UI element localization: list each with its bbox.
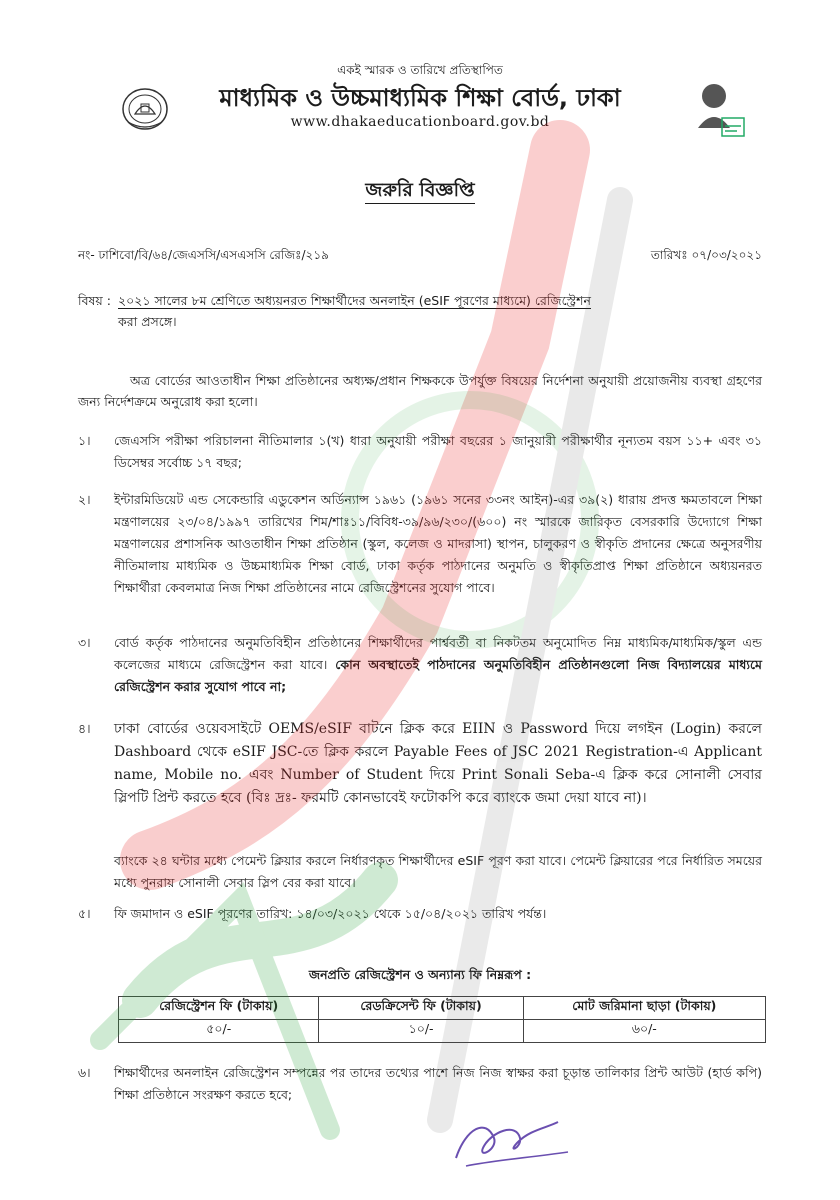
item-text: ফি জমাদান ও eSIF পূরণের তারিখ: ১৪/০৩/২০২১ থেকে ১৫/০৪/২০২১ তারিখ পর্যন্ত। <box>114 906 547 921</box>
fee-value: ১০/- <box>319 1020 523 1043</box>
item-text <box>114 632 762 698</box>
item-text: শিক্ষার্থীদের অনলাইন রেজিস্ট্রেশন সম্পন্নের পর তাদের তথ্যের পাশে নিজ নিজ স্বাক্ষর করা চূড়ান্ত তালিকার প্রিন্ট আউট (হার্ড কপি) শিক্ষা প্রতিষ্ঠানে সংরক্ষণ করতে হবে; <box>114 1065 762 1102</box>
board-title: মাধ্যমিক ও উচ্চমাধ্যমিক শিক্ষা বোর্ড, ঢাকা <box>219 84 621 112</box>
fee-value: ৫০/- <box>119 1020 319 1043</box>
signature-icon <box>446 1108 576 1178</box>
notice-heading <box>0 176 840 208</box>
pre-title: একই স্মারক ও তারিখে প্রতিস্থাপিত <box>337 63 503 77</box>
fee-header: রেডক্রিসেন্ট ফি (টাকায়) <box>319 997 523 1020</box>
item-number: ১। <box>78 433 91 448</box>
fee-value: ৬০/- <box>523 1020 765 1043</box>
item-text: জেএসসি পরীক্ষা পরিচালনা নীতিমালার ১(খ) ধারা অনুযায়ী পরীক্ষা বছরের ১ জানুয়ারী পরীক্ষার্থীর নূন্যতম বয়স ১১+ এবং ৩১ ডিসেম্বর সর্বোচ্চ ১৭ বছর; <box>114 433 762 470</box>
intro-paragraph: অত্র বোর্ডের আওতাধীন শিক্ষা প্রতিষ্ঠানের অধ্যক্ষ/প্রধান শিক্ষককে উপর্যুক্ত বিষয়ের নির্দেশনা অনুযায়ী প্রয়োজনীয় ব্যবস্থা গ্রহণের জন্য নির্দেশক্রমে অনুরোধ করা হলো। <box>78 373 762 409</box>
fee-header: রেজিস্ট্রেশন ফি (টাকায়) <box>119 997 319 1020</box>
memo-number: নং- ঢাশিবো/বি/৬৪/জেএসসি/এসএসসি রেজিঃ/২১৯ <box>78 248 329 262</box>
subject-text <box>118 290 762 332</box>
item-text-bold: কোন অবস্থাতেই পাঠদানের অনুমতিবিহীন প্রতিষ্ঠানগুলো নিজ বিদ্যালয়ের মাধ্যমে রেজিস্ট্রেশন করার সুযোগ পাবে না; <box>114 657 762 694</box>
board-website: www.dhakaeducationboard.gov.bd <box>290 114 550 130</box>
item-text: ইন্টারমিডিয়েট এন্ড সেকেন্ডারি এডুকেশন অর্ডিন্যান্স ১৯৬১ (১৯৬১ সনের ৩৩নং আইন)-এর ৩৯(২) ধারায় প্রদত্ত ক্ষমতাবলে শিক্ষা মন্ত্রণালয়ের ২৩/০৪/১৯৯৭ তারিখের শিম/শাঃ১১/বিবিধ-৩৯/৯৬/২৩০/(৬০০) নং স্মারকে জারিকৃত বেসরকারি উদ্যোগে শিক্ষা মন্ত্রণালয়ের প্রশাসনিক আওতাধীন শিক্ষা প্রতিষ্ঠান (স্কুল, কলেজ ও মাদরাসা) স্থাপন, চালুকরণ ও স্বীকৃতি প্রদানের ক্ষেত্রে অনুসরণীয় নীতিমালায় মাধ্যমিক ও উচ্চমাধ্যমিক শিক্ষা বোর্ড, ঢাকা কর্তৃক পাঠদানের অনুমতি ও স্বীকৃতিপ্রাপ্ত শিক্ষা প্রতিষ্ঠানে অধ্যয়নরত শিক্ষার্থীরা কেবলমাত্র নিজ শিক্ষা প্রতিষ্ঠানের নামে রেজিস্ট্রেশনের সুযোগ পাবে। <box>114 492 762 595</box>
subject-line: ২০২১ সালের ৮ম শ্রেণিতে অধ্যয়নরত শিক্ষার্থীদের অনলাইন (eSIF পূরণের মাধ্যমে) রেজিস্ট্রেশন <box>118 293 591 308</box>
subject-continuation: করা প্রসঙ্গে। <box>118 314 177 329</box>
fee-header: মোট জরিমানা ছাড়া (টাকায়) <box>523 997 765 1020</box>
item-number: ৪। <box>78 721 91 736</box>
item-number: ২। <box>78 492 91 507</box>
subject-label: বিষয় : <box>78 293 111 308</box>
table-row <box>119 1020 766 1043</box>
item-number: ৫। <box>78 906 91 921</box>
memo-row <box>78 247 762 267</box>
item4-note: ব্যাংকে ২৪ ঘন্টার মধ্যে পেমেন্ট ক্লিয়ার করলে নির্ধারণকৃত শিক্ষার্থীদের eSIF পূরণ করা যাবে। পেমেন্ট ক্লিয়ারের পরে নির্ধারিত সময়ের মধ্যে পুনরায় সোনালী সেবার স্লিপ বের করা যাবে। <box>114 853 762 890</box>
fee-table <box>118 996 766 1043</box>
memo-date: তারিখঃ ০৭/০৩/২০২১ <box>650 248 762 262</box>
item-text: ঢাকা বোর্ডের ওয়েবসাইটে OEMS/eSIF বাটনে ক্লিক করে EIIN ও Password দিয়ে লগইন (Login) করলে Dashboard থেকে eSIF JSC-তে ক্লিক করলে Payable Fees of JSC 2021 Registration-এ Applicant name, Mobile no. এবং Number of Student দিয়ে Print Sonali Seba-এ ক্লিক করে সোনালী সেবার স্লিপটি প্রিন্ট করতে হবে (বিঃ দ্রঃ- ফরমটি কোনভাবেই ফটোকপি করে ব্যাংকে জমা দেয়া যাবে না)। <box>114 721 762 806</box>
item-number: ৩। <box>78 635 91 650</box>
notice-heading-text: জরুরি বিজ্ঞপ্তি <box>365 179 474 204</box>
item-number: ৬। <box>78 1065 91 1080</box>
item-text-normal: বোর্ড কর্তৃক পাঠদানের অনুমতিবিহীন প্রতিষ্ঠানের শিক্ষার্থীদের পার্শ্ববর্তী বা নিকটতম অনুমোদিত নিম্ন মাধ্যমিক/মাধ্যমিক/স্কুল এন্ড কলেজের মাধ্যমে রেজিস্ট্রেশন করা যাবে। <box>114 635 762 672</box>
fee-caption: জনপ্রতি রেজিস্ট্রেশন ও অন্যান্য ফি নিম্নরূপ : <box>308 967 532 982</box>
table-row <box>119 997 766 1020</box>
portrait-logo-icon <box>694 78 746 140</box>
